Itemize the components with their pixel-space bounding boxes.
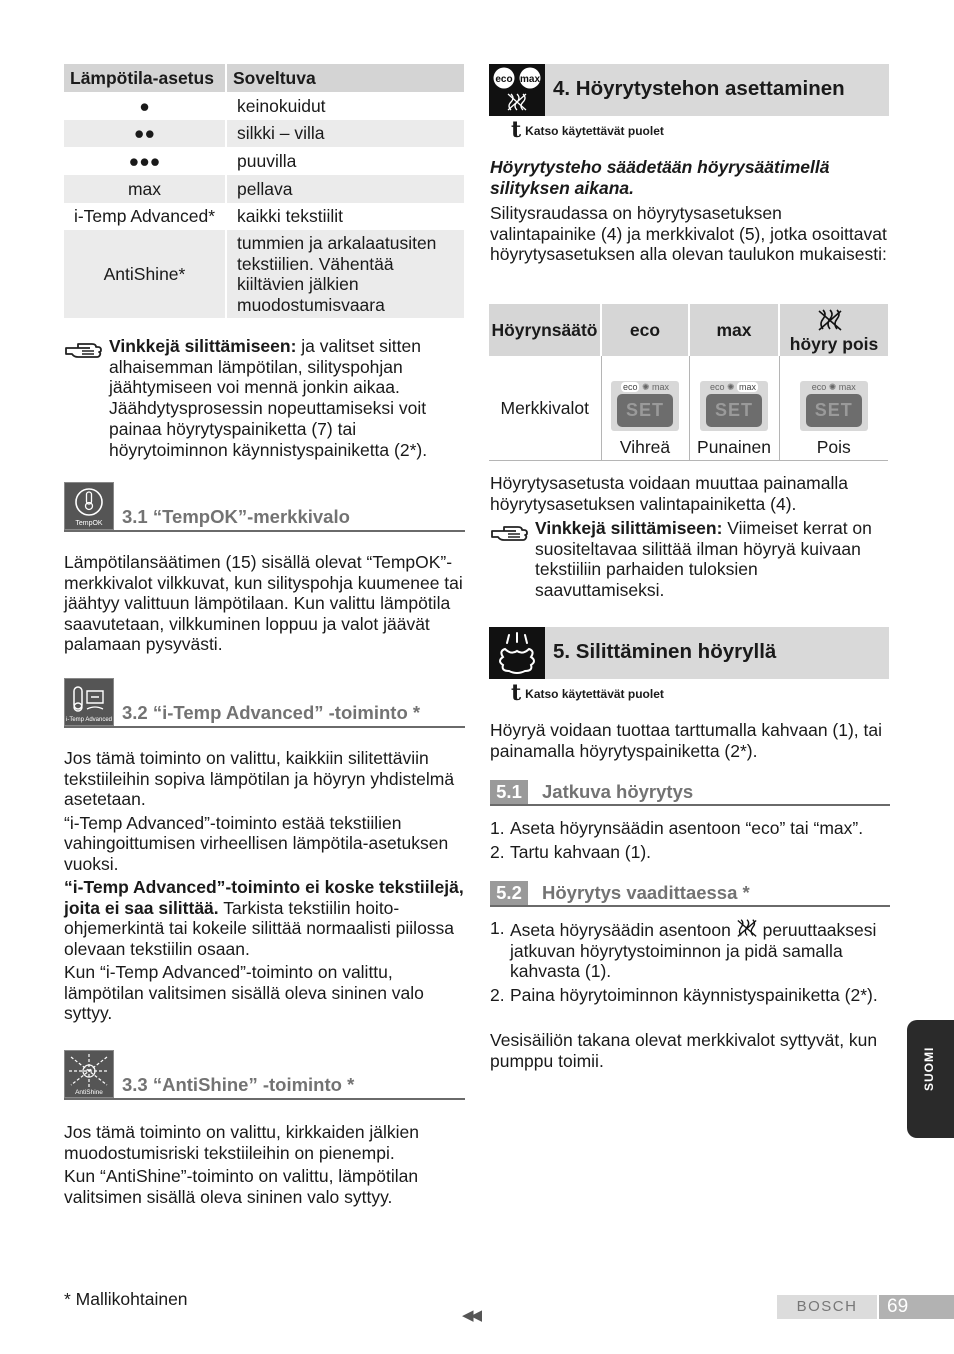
subsection-number: 5.1 [490, 780, 528, 804]
steps-list [490, 918, 890, 1005]
see-sides-note: t Katso käytettävät puolet [511, 680, 664, 706]
temperature-table [64, 64, 464, 318]
steam-icon [489, 627, 545, 679]
pointing-hand-icon [490, 521, 530, 548]
subsection-title: Höyrytys vaadittaessa * [542, 882, 750, 903]
table-cell: silkki – villa [226, 120, 464, 148]
table-cell: ●●● [64, 147, 226, 175]
table-header: Lämpötila-asetus [64, 64, 226, 92]
table-row [64, 147, 464, 175]
itemp-icon: i-Temp Advanced [64, 678, 114, 726]
list-item: 2. Paina höyrytoiminnon käynnistyspainiketta (2*). [490, 984, 878, 1005]
table-cell: i-Temp Advanced* [64, 203, 226, 231]
see-sides-note: t Katso käytettävät puolet [511, 117, 664, 143]
subsection-number: 5.2 [490, 881, 528, 905]
section-header-steam-output [489, 64, 889, 116]
eco-max-steam-icon [489, 64, 545, 116]
iron-side-icon: t [511, 117, 522, 143]
brand-name: BOSCH [777, 1295, 877, 1319]
table-header: Höyrynsäätö [489, 304, 601, 356]
table-cell: kaikki tekstiilit [237, 206, 343, 227]
section-body-itemp [64, 748, 466, 1024]
indicator-panel: eco ✺ max SET [800, 381, 868, 431]
indicator-cell-eco [601, 356, 689, 460]
indicator-cell-max [689, 356, 779, 460]
footer-brand-bar [777, 1295, 954, 1319]
svg-text:eco: eco [495, 74, 513, 85]
steam-off-icon [736, 918, 758, 938]
section-body-antishine [64, 1122, 466, 1207]
paragraph: Silitysraudassa on höyrytysasetuksen valintapainike (4) ja merkkivalot (5), jotka osoittavat höyrytysasetuksen alla olevan taulukon mukaisesti: [490, 203, 887, 264]
section-header-tempok [64, 482, 465, 532]
steps-list [490, 818, 890, 862]
paragraph: Lämpötilansäätimen (15) sisällä olevat “TempOK”-merkkivalot vilkkuvat, kun silityspohja kuumenee tai jäähtyy valittuun lämpötilaan. Kun valittu lämpötila saavutetaan, vilkkuminen loppuu ja valot jäävät palamaan pysyvästi. [64, 552, 463, 654]
table-cell: pellava [226, 175, 464, 203]
paragraph: Höyryä voidaan tuottaa tarttumalla kahvaan (1), tai painamalla höyrytyspainiketta (2*). [490, 720, 883, 761]
paragraph: “i-Temp Advanced”-toiminto ei koske tekstiilejä, joita ei saa silittää. Tarkista tekstiilin hoito-ohjemerkintä tai kokeile silittää normaalisti piilossa olevaan tekstiilin osaan. [64, 877, 464, 959]
indicator-panel: eco ✺ max SET [611, 381, 679, 431]
indicator-color: Punainen [697, 437, 771, 457]
table-row [64, 203, 464, 231]
table-cell: tummien ja arkalaatusiten tekstiilien. Vähentää kiiltävien jälkien muodostumisvaara [226, 230, 464, 318]
paragraph: Vesisäiliön takana olevat merkkivalot syttyvät, kun pumppu toimii. [490, 1030, 878, 1071]
table-cell: keinokuidut [237, 95, 326, 116]
pointing-hand-icon [64, 338, 104, 365]
table-row [64, 175, 464, 203]
subsection-header-continuous [490, 780, 890, 806]
table-header: Soveltuva [226, 64, 464, 92]
indicator-color: Vihreä [619, 437, 671, 457]
table-cell: AntiShine* [64, 230, 226, 318]
list-item: 1. Aseta höyrysäädin asentoon peruuttaaksesi jatkuvan höyrytystoiminnon ja pidä samalla kahvasta (1). [490, 918, 877, 981]
section-title: 3.1 “TempOK”-merkkivalo [122, 505, 350, 527]
table-cell: ●● [64, 120, 226, 148]
antishine-icon: AntiShine [64, 1050, 114, 1098]
iron-side-icon: t [511, 680, 522, 706]
svg-text:max: max [519, 74, 541, 85]
table-header: eco [601, 304, 689, 356]
table-row [64, 120, 464, 148]
paragraph: Kun “AntiShine”-toiminto on valittu, lämpötilan valitsimen sisällä oleva sininen valo syttyy. [64, 1166, 419, 1207]
paragraph: Höyrytysasetusta voidaan muuttaa painamalla höyrytysasetuksen valintapainiketta (4). [490, 473, 848, 514]
list-item: 1. Aseta höyrynsäädin asentoon “eco” tai “max”. [490, 818, 864, 838]
section-title: 3.2 “i-Temp Advanced” -toiminto * [122, 701, 421, 723]
paragraph: Jos tämä toiminto on valittu, kirkkaiden jälkien muodostumisriski tekstiileihin on pienempi. [64, 1122, 420, 1163]
table-header: max [689, 304, 779, 356]
nav-arrows-icon: ◀◀ [462, 1307, 480, 1324]
steam-setting-table [489, 304, 888, 461]
paragraph: Jos tämä toiminto on valittu, kaikkiin silitettäviin tekstiileihin sopiva lämpötilan ja höyryn yhdistelmä asetetaan. [64, 748, 455, 809]
paragraph: “i-Temp Advanced”-toiminto estää tekstiilien vahingoittumisen virheellisen lämpötila-asetuksen vuoksi. [64, 812, 449, 874]
paragraph: Höyrytysteho säädetään höyrysäätimellä silityksen aikana. [490, 157, 830, 198]
tempok-icon: TempOK [64, 482, 114, 530]
tip-text: Vinkkejä silittämiseen: ja valitset sitten alhaisemman lämpötilan, silityspohjan jäähtymiseen voi mennä jonkin aikaa. Jäähdytysprosessin nopeuttamiseksi voit painaa höyrytyspainiketta (7) tai höyrytoiminnon käynnistyspainiketta (2*). [109, 336, 428, 460]
page-number: 69 [879, 1295, 954, 1319]
section-header-itemp [64, 678, 465, 728]
indicator-cell-off [779, 356, 888, 460]
indicator-color: Pois [816, 437, 851, 457]
table-row [64, 230, 464, 318]
table-cell: ● [64, 92, 226, 120]
list-item: 2. Tartu kahvaan (1). [490, 841, 652, 862]
subsection-header-on-demand [490, 881, 890, 907]
section-title: 3.3 “AntiShine” -toiminto * [122, 1073, 355, 1095]
table-cell: max [64, 175, 226, 203]
table-cell: puuvilla [237, 150, 297, 171]
section-header-antishine [64, 1050, 465, 1100]
paragraph: Kun “i-Temp Advanced”-toiminto on valittu, lämpötilan valitsimen sisällä oleva sininen valo syttyy. [64, 962, 424, 1023]
section-title: 5. Silittäminen höyryllä [553, 640, 777, 663]
indicator-panel: eco ✺ max SET [700, 381, 768, 431]
language-tab: SUOMI [907, 1020, 954, 1138]
subsection-title: Jatkuva höyrytys [542, 781, 694, 802]
steam-off-icon [817, 308, 843, 332]
section-title: 4. Höyrytystehon asettaminen [553, 77, 845, 100]
table-row [64, 92, 464, 120]
footnote: * Mallikohtainen [64, 1289, 188, 1309]
table-row-label: Merkkivalot [489, 356, 601, 460]
section-header-steam-ironing [489, 627, 889, 679]
tip-text: Vinkkejä silittämiseen: Viimeiset kerrat on suositeltavaa silittää ilman höyryä kuivaan tekstiiliin parhaiden tuloksien saavuttamiseksi. [535, 518, 872, 601]
table-header: höyry pois [779, 304, 888, 356]
